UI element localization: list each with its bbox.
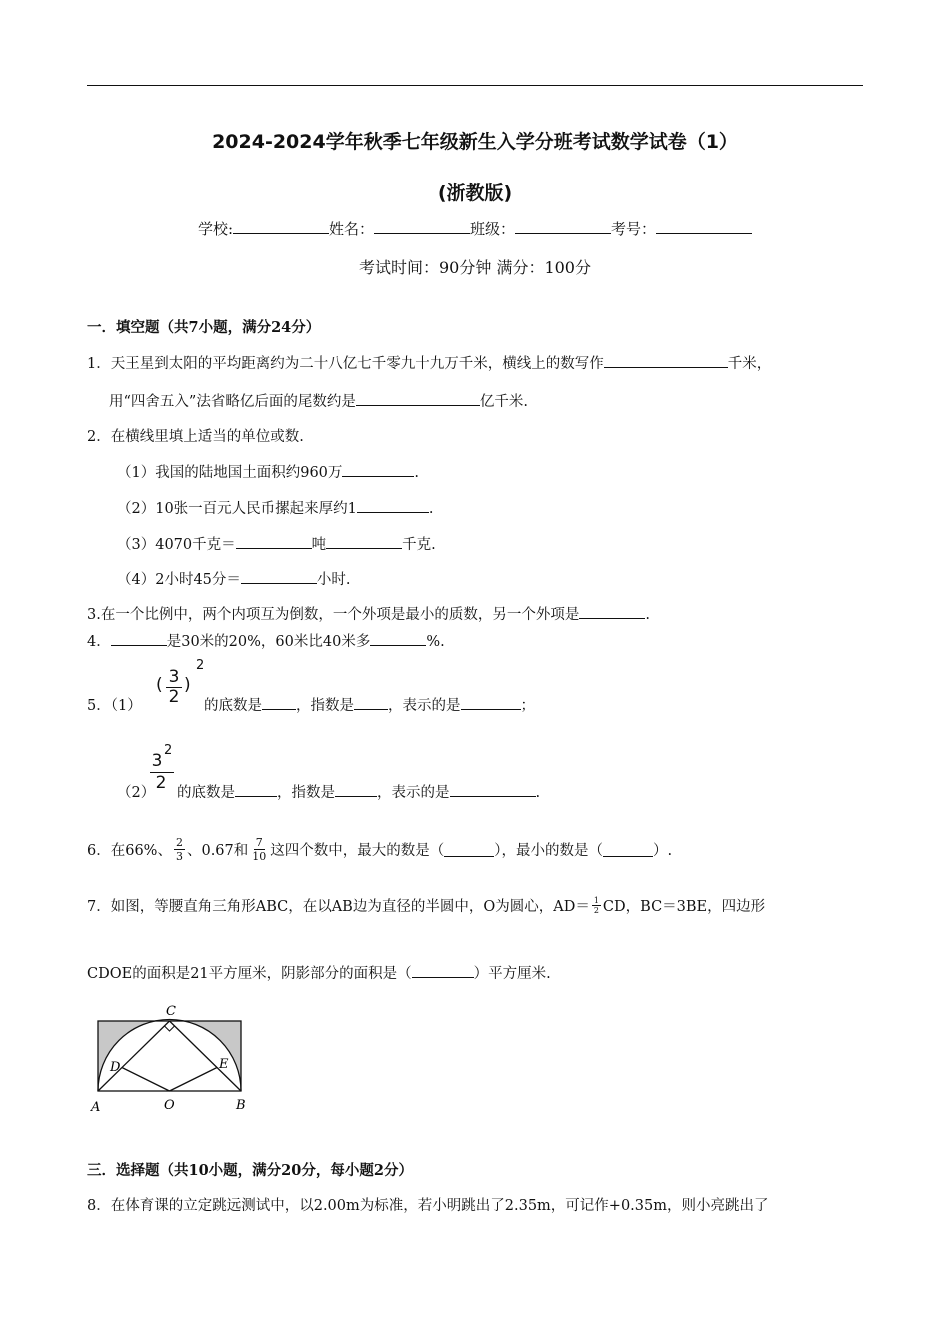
q1-line2: 用“四舍五入”法省略亿后面的尾数约是 亿千米.: [109, 390, 528, 411]
q2-part3: （3）4070千克＝ 吨 千克.: [117, 533, 436, 554]
q5-2-exp-blank[interactable]: [335, 782, 377, 797]
figure-label-c: C: [166, 1004, 176, 1019]
q2-part1: （1）我国的陆地国土面积约960万 .: [117, 461, 419, 482]
figure-label-o: O: [164, 1098, 175, 1113]
name-label: 姓名：: [329, 220, 375, 238]
class-label: 班级：: [470, 220, 516, 238]
header-rule: [87, 85, 863, 86]
q6-fraction-2-3: $\frac{2}{3}$: [175, 836, 183, 863]
q7-fraction-1-2: $\frac{1}{2}$: [593, 896, 599, 915]
exam-time-score: 考试时间：90分钟 满分：100分: [359, 258, 591, 277]
exam-subtitle: (浙教版): [437, 182, 513, 204]
q5-1-label: 5．（1）: [87, 698, 142, 714]
class-blank[interactable]: [515, 219, 611, 234]
q3: 3.在一个比例中，两个内项互为倒数，一个外项是最小的质数，另一个外项是 .: [87, 603, 650, 624]
figure-label-a: A: [91, 1100, 101, 1115]
q6-fraction-7-10: $\frac{7}{10}$: [252, 836, 267, 863]
q5-1-text: 的底数是 ，指数是 ，表示的是 ；: [204, 694, 535, 715]
q2-intro: 2．在横线里填上适当的单位或数.: [87, 429, 304, 445]
q2-3-blank-1[interactable]: [236, 534, 312, 549]
school-label: 学校:: [197, 220, 233, 238]
q5-1-exp-blank[interactable]: [354, 695, 388, 710]
q7-line1: 7．如图，等腰直角三角形ABC，在以AB边为直径的半圆中，O为圆心，AD＝ $\frac{1}{2}$ CD，BC＝3BE，四边形: [87, 896, 766, 915]
q2-2-blank[interactable]: [357, 498, 429, 513]
q5-2-text: 的底数是 ，指数是 ，表示的是 .: [177, 781, 540, 802]
q5-2-meaning-blank[interactable]: [450, 782, 536, 797]
q6-min-blank[interactable]: [603, 842, 653, 857]
q5-1-base-blank[interactable]: [262, 695, 296, 710]
q4-blank-1[interactable]: [111, 631, 167, 646]
name-blank[interactable]: [374, 219, 470, 234]
school-blank[interactable]: [233, 219, 329, 234]
exam-title: 2024-2024学年秋季七年级新生入学分班考试数学试卷（1）: [212, 131, 738, 153]
exam-no-blank[interactable]: [656, 219, 752, 234]
q2-4-blank[interactable]: [241, 569, 317, 584]
q7-figure: [88, 1000, 258, 1118]
exam-no-label: 考号：: [611, 220, 657, 238]
q5-1-meaning-blank[interactable]: [461, 695, 521, 710]
q5-2-label: （2）: [117, 785, 156, 801]
q1-blank-2[interactable]: [356, 391, 480, 406]
q7-line2: CDOE的面积是21平方厘米，阴影部分的面积是（ ）平方厘米.: [87, 962, 551, 983]
q6-max-blank[interactable]: [444, 842, 494, 857]
q3-blank[interactable]: [579, 604, 645, 619]
q4-blank-2[interactable]: [370, 631, 426, 646]
figure-label-b: B: [236, 1098, 246, 1113]
q2-1-blank[interactable]: [342, 462, 414, 477]
q1-blank-1[interactable]: [604, 353, 728, 368]
student-info-line: [0, 218, 950, 239]
q1-line1: 1．天王星到太阳的平均距离约为二十八亿七千零九十九万千米，横线上的数写作 千米，: [87, 352, 771, 373]
q2-part4: （4）2小时45分＝ 小时.: [117, 568, 351, 589]
section3-heading: 三．选择题（共10小题，满分20分，每小题2分）: [87, 1162, 413, 1179]
q4: 4． 是30米的20%，60米比40米多 %.: [87, 630, 445, 651]
figure-label-e: E: [219, 1057, 229, 1072]
q8: 8．在体育课的立定跳远测试中，以2.00m为标准，若小明跳出了2.35m，可记作+0.35m，则小亮跳出了: [87, 1198, 769, 1214]
q2-3-blank-2[interactable]: [326, 534, 402, 549]
figure-label-d: D: [110, 1060, 121, 1075]
q7-blank[interactable]: [412, 963, 474, 978]
q5-2-base-blank[interactable]: [235, 782, 277, 797]
section1-heading: 一．填空题（共7小题，满分24分）: [87, 319, 321, 336]
q6: 6．在66%、 $\frac{2}{3}$ 、0.67和 $\frac{7}{10}$ 这四个数中，最大的数是（ ），最小的数是（ ）.: [87, 836, 673, 863]
q2-part2: （2）10张一百元人民币摞起来厚约1 .: [117, 497, 434, 518]
